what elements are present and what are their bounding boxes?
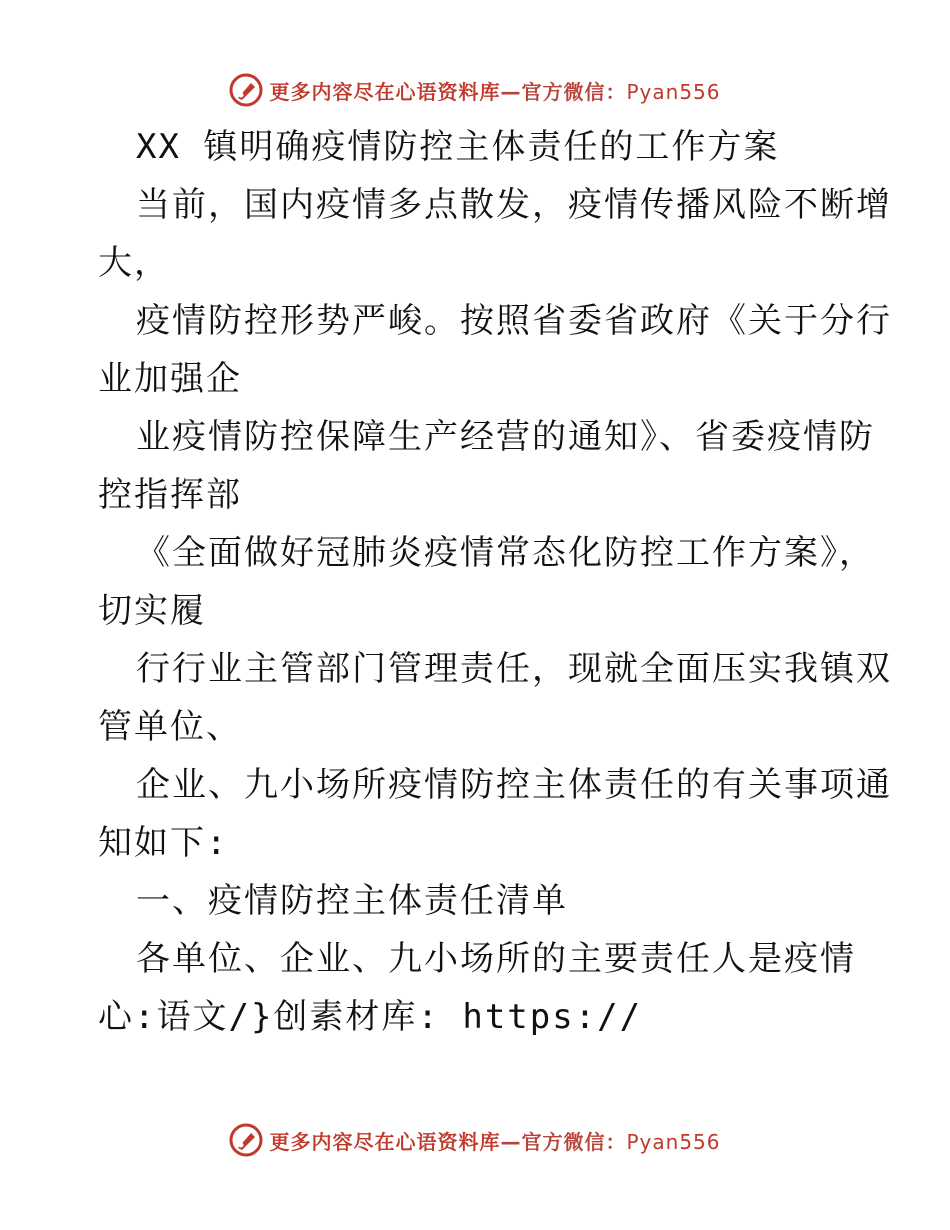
- header-watermark: [0, 70, 950, 110]
- text-line: 控指挥部: [98, 475, 242, 515]
- text-line: 《全面做好冠肺炎疫情常态化防控工作方案》，: [136, 533, 875, 573]
- text-line: 切实履: [98, 591, 206, 631]
- pen-logo-icon: [229, 73, 263, 107]
- text-line: 行行业主管部门管理责任，现就全面压实我镇双: [136, 649, 892, 689]
- text-line: 管单位、: [98, 707, 242, 747]
- watermark-text: 更多内容尽在心语资料库—官方微信：Pyan556: [269, 79, 721, 104]
- text-line: 心:语文/}创素材库: https://: [98, 997, 643, 1037]
- document-body: [98, 122, 892, 1046]
- text-line: 当前，国内疫情多点散发，疫情传播风险不断增: [136, 185, 892, 225]
- text-line: 业疫情防控保障生产经营的通知》、省委疫情防: [136, 417, 875, 457]
- text-line: 大，: [98, 243, 170, 283]
- watermark-text: 更多内容尽在心语资料库—官方微信：Pyan556: [269, 1129, 721, 1154]
- footer-watermark: [0, 1120, 950, 1160]
- pen-logo-icon: [229, 1123, 263, 1157]
- section-heading: 一、疫情防控主体责任清单: [136, 881, 568, 921]
- text-line: 疫情防控形势严峻。按照省委省政府《关于分行: [136, 301, 892, 341]
- text-line: 知如下:: [98, 823, 229, 863]
- text-line: 各单位、企业、九小场所的主要责任人是疫情: [136, 939, 856, 979]
- text-line: 企业、九小场所疫情防控主体责任的有关事项通: [136, 765, 892, 805]
- document-title: XX 镇明确疫情防控主体责任的工作方案: [136, 127, 780, 167]
- text-line: 业加强企: [98, 359, 242, 399]
